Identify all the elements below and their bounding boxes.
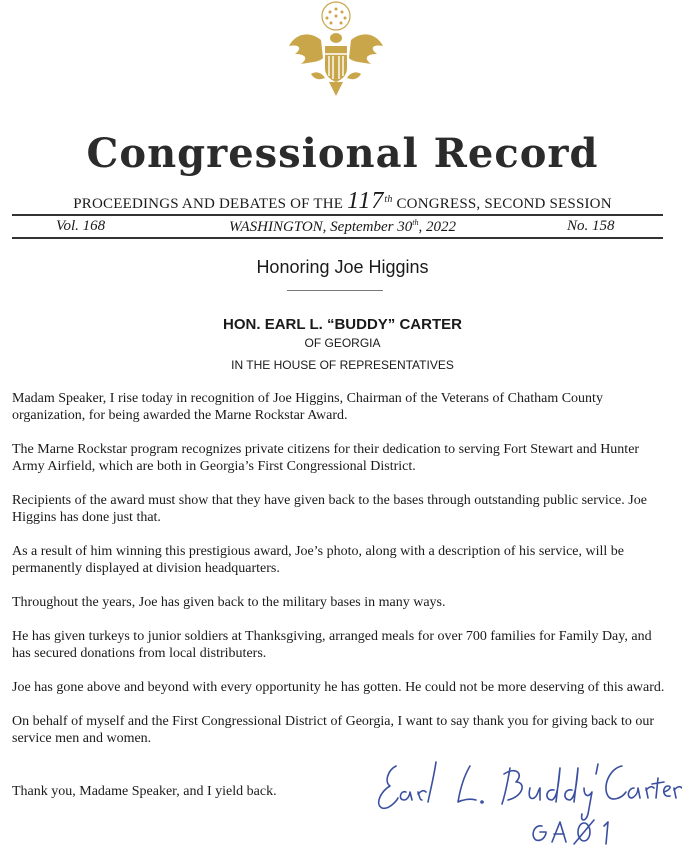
masthead-rule-bottom: [12, 237, 663, 239]
dateline-suffix: th: [412, 218, 419, 227]
paragraph: Madam Speaker, I rise today in recognition of Joe Higgins, Chairman of the Veterans of Chatham County organization, for being awarded the Marne Rockstar Award.: [12, 391, 603, 423]
speaker-state: OF GEORGIA: [304, 336, 381, 350]
masthead-rule-top: [12, 214, 663, 216]
speaker-name: HON. EARL L. “BUDDY” CARTER: [223, 316, 462, 333]
paragraph: Throughout the years, Joe has given back to the military bases in many ways.: [12, 595, 446, 610]
issue-number: No. 158: [567, 218, 615, 234]
dateline-post: , 2022: [418, 219, 456, 235]
dateline-pre: WASHINGTON, September 30: [229, 219, 413, 235]
masthead-title: Congressional Record: [86, 130, 599, 177]
paragraph: The Marne Rockstar program recognizes private citizens for their dedication to serving Fort Stewart and Hunter Army Airfield, which are both in Georgia’s First Congressional District.: [12, 442, 640, 474]
paragraph: As a result of him winning this prestigious award, Joe’s photo, along with a description of his service, will be permanently displayed at division headquarters.: [12, 544, 625, 576]
congress-suffix: th: [384, 194, 393, 205]
eagle-seal-icon: [281, 0, 391, 104]
chamber-label: IN THE HOUSE OF REPRESENTATIVES: [231, 358, 454, 372]
handwritten-signature: [366, 752, 682, 852]
document-title: Honoring Joe Higgins: [256, 257, 429, 277]
paragraph: Recipients of the award must show that they have given back to the bases through outstanding public service. Joe Higgins has done just that.: [12, 493, 647, 525]
paragraph: He has given turkeys to junior soldiers at Thanksgiving, arranged meals for over 700 families for Family Day, and has secured donations from local distributers.: [12, 629, 652, 661]
congress-number: 117: [347, 188, 385, 214]
proceedings-line: [0, 188, 685, 215]
paragraph: Joe has gone above and beyond with every opportunity he has gotten. He could not be more deserving of this award.: [12, 680, 665, 695]
proceedings-post: CONGRESS, SECOND SESSION: [392, 196, 612, 212]
paragraph: On behalf of myself and the First Congressional District of Georgia, I want to say thank you for giving back to our service men and women.: [12, 714, 655, 746]
title-divider: [287, 290, 383, 291]
volume-label: Vol. 168: [56, 218, 106, 234]
speech-body: [12, 390, 672, 764]
proceedings-pre: PROCEEDINGS AND DEBATES OF THE: [73, 196, 348, 212]
closing-line: Thank you, Madame Speaker, and I yield back.: [12, 784, 277, 799]
